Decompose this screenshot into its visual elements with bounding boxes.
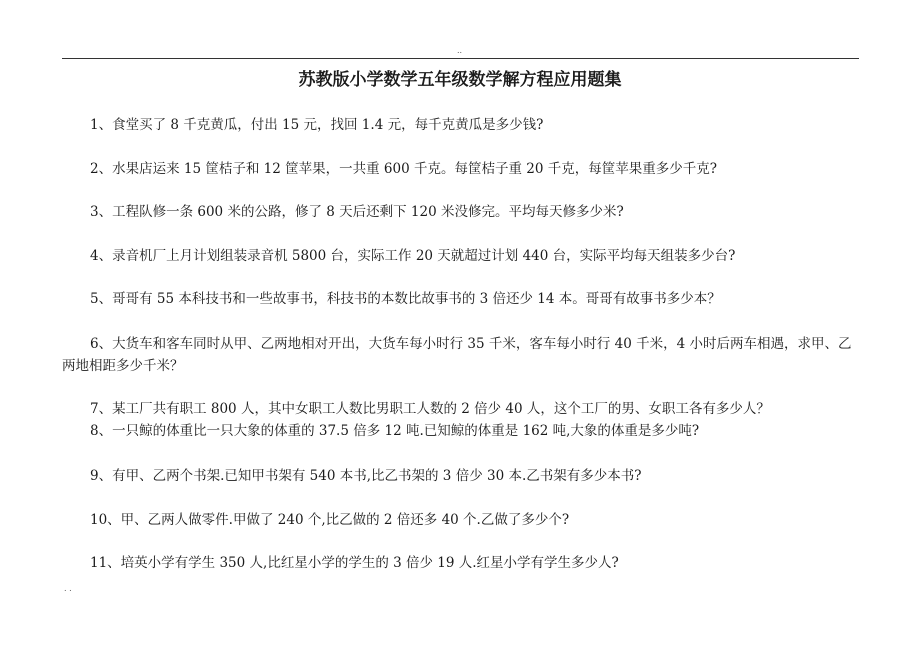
question-6: 6、大货车和客车同时从甲、乙两地相对开出，大货车每小时行 35 千米，客车每小时行 40 千米，4 小时后两车相遇，求甲、乙两地相距多少千米？ [62,336,852,374]
question-8: 8、一只鲸的体重比一只大象的体重的 37.5 倍多 12 吨.已知鲸的体重是 162 吨,大象的体重是多少吨? [90,423,700,439]
question-9: 9、有甲、乙两个书架.已知甲书架有 540 本书,比乙书架的 3 倍少 30 本.乙书架有多少本书? [90,468,642,484]
question-7: 7、某工厂共有职工 800 人，其中女职工人数比男职工人数的 2 倍少 40 人，这个工厂的男、女职工各有多少人？ [90,401,770,417]
question-2: 2、水果店运来 15 筐桔子和 12 筐苹果，一共重 600 千克。每筐桔子重 20 千克，每筐苹果重多少千克? [90,161,717,177]
question-5: 5、哥哥有 55 本科技书和一些故事书，科技书的本数比故事书的 3 倍还少 14 本。哥哥有故事书多少本？ [90,291,721,307]
question-1: 1、食堂买了 8 千克黄瓜，付出 15 元，找回 1.4 元，每千克黄瓜是多少钱? [90,117,544,133]
question-11: 11、培英小学有学生 350 人,比红星小学的学生的 3 倍少 19 人.红星小学有学生多少人? [90,555,619,571]
document-title: 苏教版小学数学五年级数学解方程应用题集 [298,70,622,90]
header-mark: .. [457,46,463,55]
question-4: 4、录音机厂上月计划组装录音机 5800 台，实际工作 20 天就超过计划 440 台，实际平均每天组装多少台? [90,248,736,264]
header-rule [62,58,859,59]
footer-mark: . . [64,584,72,593]
question-10: 10、甲、乙两人做零件.甲做了 240 个,比乙做的 2 倍还多 40 个.乙做了多少个? [90,512,570,528]
question-3: 3、工程队修一条 600 米的公路，修了 8 天后还剩下 120 米没修完。平均每天修多少米? [90,204,624,220]
